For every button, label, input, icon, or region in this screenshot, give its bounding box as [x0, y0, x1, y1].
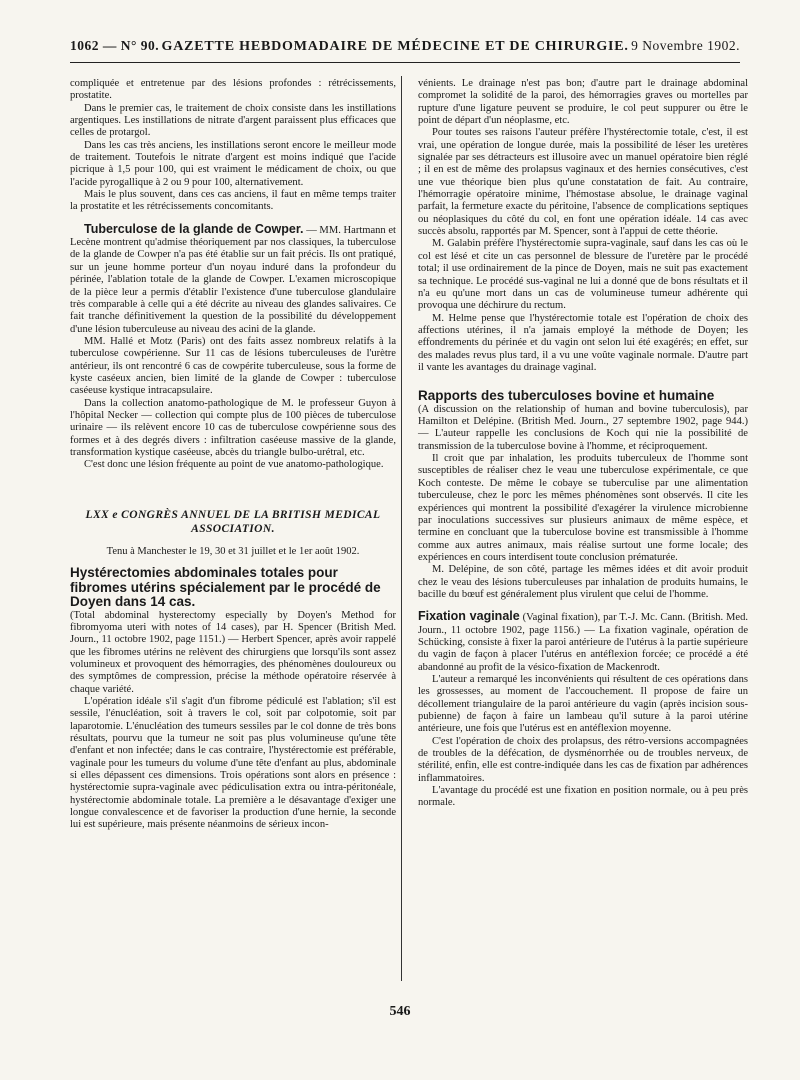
- fixation-heading: Fixation vaginale: [418, 609, 520, 624]
- paragraph: vénients. Le drainage n'est pas bon; d'autre part le drainage abdominal compromet la solidité de la paroi, des hémorragies graves ou mortelles par rupture d'une ligature peuvent se produire, le col peut suppurer ou être le point de départ d'un néoplasme, etc.: [418, 78, 748, 127]
- paragraph: Dans le premier cas, le traitement de choix consiste dans les instillations argentiques. Les instillations de nitrate d'argent paraissent plus efficaces que celles de protargol.: [70, 102, 396, 139]
- header-title: GAZETTE HEBDOMADAIRE DE MÉDECINE ET DE CHIRURGIE.: [161, 39, 629, 54]
- left-column: [70, 78, 396, 832]
- paragraph: compliquée et entretenue par des lésions profondes : rétrécissements, prostatite.: [70, 78, 396, 102]
- paragraph: L'auteur a remarqué les inconvénients qui résultent de ces opérations dans les grossesses, au moment de l'accouchement. Il propose de faire un décollement triangulaire de la paroi antérieure du vagin (après incision sous-pubienne) de façon à faire un lambeau qu'il suture à la paroi utérine antérieure, une fois que l'utérus est en antéflexion moyenne.: [418, 673, 748, 735]
- cowper-heading: Tuberculose de la glande de Cowper.: [84, 221, 304, 236]
- fixation-section: [418, 610, 748, 674]
- congress-dates: Tenu à Manchester le 19, 30 et 31 juillet et le 1er août 1902.: [106, 545, 360, 557]
- hysterectomy-heading: Hystérectomies abdominales totales pour fibromes utérins spécialement par le procédé de Doyen dans 14 cas.: [70, 565, 381, 609]
- running-header: [70, 38, 740, 55]
- paragraph: L'avantage du procédé est une fixation en position normale, ou à peu près normale.: [418, 785, 748, 809]
- header-date: 9 Novembre 1902.: [631, 38, 740, 53]
- right-column: [418, 78, 748, 810]
- paragraph: C'est l'opération de choix des prolapsus, des rétro-versions accompagnées de troubles de la défécation, de dysménorrhée ou de troubles nerveux, de stérilité, enfin, elle est contre-indiquée dans les cas de fixation par adhérences inflammatoires.: [418, 735, 748, 784]
- paragraph: M. Helme pense que l'hystérectomie totale est l'opération de choix des affections utérines, il n'a jamais employé la méthode de Doyen; les effondrements du périnée et du vagin ont selon lui été exagérés; en effet, sur des malades revus plus tard, il a vu une voûte vaginale normale. D'autre part il vante les avantages du drainage vaginal.: [418, 312, 748, 373]
- fixation-reference: (Vaginal fixation), par T.-J. Mc. Cann. (British. Med. Journ., 11 octobre 1902, page 1156.) — La fixation vaginale, opération de Schücking, consiste à fixer la paroi antérieure de l'utérus à la partie supérieure du vagin de façon à placer l'utérus en antéflexion forcée; ce procédé a été abandonné au profit de la vésico-fixation de Mackenrodt.: [418, 612, 748, 673]
- tuberculosis-heading: Rapports des tuberculoses bovine et humaine: [418, 388, 715, 404]
- paragraph: Mais le plus souvent, dans ces cas anciens, il faut en même temps traiter la prostatite et les rétrécissements concomitants.: [70, 189, 396, 213]
- tuberculosis-reference: (A discussion on the relationship of human and bovine tuberculosis), par Hamilton et Delépine. (British Med. Journ., 27 septembre 1902, page 944.) — L'auteur rappelle les conclusions de Koch qui nie la possibilité de transmission de la tuberculose bovine à l'homme, et réciproquement.: [418, 403, 748, 452]
- header-issue: 1062 — N° 90.: [70, 38, 160, 53]
- paragraph: L'opération idéale s'il s'agit d'un fibrome pédiculé est l'ablation; s'il est sessile, l'énucléation, soit à travers le col, soit par colpotomie, soit par laparotomie. L'énucléation des tumeurs sessiles par le col donne de très bons résultats, pourvu que la tumeur ne soit pas plus volumineuse qu'une tête d'enfant et non infectée; dans le cas contraire, l'hystérectomie est préférable, vaginale pour les tumeurs du volume d'une tête d'enfant au plus, abdominale si elles dépassent ces dimensions. Trois opérations sont alors en présence : hystérectomie supra-vaginale avec pédiculisation extra ou intra-péritonéale, hystérectomie abdominale totale. La première a le désavantage d'exiger une longue convalescence et de favoriser la production d'une hernie, la seconde lui est supérieure, mais présente néanmoins de sérieux incon-: [70, 695, 396, 831]
- hysterectomy-reference: (Total abdominal hysterectomy especially by Doyen's Method for fibromyoma uteri with notes of 14 cases), par H. Spencer (British Med. Journ., 11 octobre 1902, page 1151.) — Herbert Spencer, après avoir rappelé que les fibromes utérins ne relèvent des chirurgiens que lorsqu'ils sont assez volumineux et provoquent des hémorragies, des phénomènes douloureux ou des symptômes de compression, précise la méthode opératoire réservée à chaque variété.: [70, 609, 396, 695]
- congress-title: LXX e CONGRÈS ANNUEL DE LA BRITISH MEDICAL ASSOCIATION.: [85, 508, 381, 535]
- paragraph: MM. Hallé et Motz (Paris) ont des faits assez nombreux relatifs à la tuberculose cowpérienne. Sur 11 cas de lésions tuberculeuses de l'urètre antérieur, ils ont rencontré 6 cas de cowpérite tuberculeuse, sous la forme de kyste caséeux ancien, bien limité de la glande de Cowper : tuberculose caséeuse kystique intracapsulaire.: [70, 335, 396, 397]
- paragraph: Dans les cas très anciens, les instillations seront encore le meilleur mode de traitement. Toutefois le nitrate d'argent est moins indiqué que l'acide picrique à 1,5 pour 100, qui est vraiment le médicament de choix, ou que l'acide pyrogallique à 2 ou 9 pour 100, alternativement.: [70, 139, 396, 188]
- column-divider: [401, 76, 402, 981]
- header-rule: [70, 62, 740, 63]
- page-number: 546: [389, 1004, 411, 1019]
- cowper-intro: — MM. Hartmann et Lecène montrent qu'admise théoriquement par nos classiques, la tuberculose de la glande de Cowper n'a pas été établie sur un fait précis. Ils ont pratiqué, sur un jeune homme porteur d'un noyau induré dans la profondeur du périnée, l'ablation totale de la glande de Cowper. L'examen microscopique de la pièce leur a permis d'établir l'existence d'une tuberculose glandulaire très comparable à celle qui a été décrite au niveau des glandes salivaires. Ce fait tranche définitivement la question de la possibilité du développement d'une lésion tuberculeuse au niveau des acini de la glande.: [70, 224, 396, 335]
- paragraph: Il croit que par inhalation, les produits tuberculeux de l'homme sont susceptibles de réaliser chez le veau une tuberculose expérimentale, ce que Koch conteste. De même le cobaye se tuberculise par une alimentation tuberculeuse, chez le porc les mêmes phénomènes sont observés. Il cite les expériences qui montrent la possibilité d'exagérer la virulence microbienne par inoculations successives sur plusieurs animaux de même espèce, et termine en concluant que la tuberculose bovine est transmissible à l'homme comme aux autres animaux, mais réalise surtout une forme locale; des expériences en cours interdisent toute conclusion prématurée.: [418, 453, 748, 563]
- paragraph: C'est donc une lésion fréquente au point de vue anatomo-pathologique.: [84, 459, 384, 471]
- cowper-section: [70, 223, 396, 336]
- paragraph: M. Galabin préfère l'hystérectomie supra-vaginale, sauf dans les cas où le col est lésé et cite un cas personnel de blessure de l'uretère par le procédé total; il use ordinairement de la pince de Doyen, mais ne suit pas exactement sa technique. Le procédé sus-vaginal ne lui a donné que de bons résultats et il n'a eu qu'une mort dans un cas de volumineuse tumeur adhérente qui provoqua une déchirure du rectum.: [418, 238, 748, 312]
- paragraph: Pour toutes ses raisons l'auteur préfère l'hystérectomie totale, c'est, il est vrai, une opération de longue durée, mais la possibilité de léser les uretères signalée par ses détracteurs est illusoire avec un manuel opératoire bien réglé ; il en est de même des prolapsus vaginaux et des hernies consécutives, c'est une vue théorique bien plus qu'une constatation de fait. Au contraire, l'hémorragie opératoire minime, l'hémostase absolue, le drainage vaginal parfait, la fermeture exacte du péritoine, l'absence de complications septiques ou néoplasiques du côté du col, en font une opération idéale. 14 cas avec succès absolu, rapportés par M. Spencer, sont à l'appui de cette théorie.: [418, 127, 748, 238]
- paragraph: Dans la collection anatomo-pathologique de M. le professeur Guyon à l'hôpital Necker — collection qui compte plus de 100 pièces de tuberculose urinaire — ils relèvent encore 10 cas de tuberculose cowpérienne sous des formes et à des degrés divers : infiltration caséeuse massive de la glande, transformation kystique caséeuse, abcès du triangle bulbo-urétral, etc.: [70, 397, 396, 458]
- paragraph: M. Delépine, de son côté, partage les mêmes idées et dit avoir produit chez le veau des lésions tuberculeuses par inhalation de produits humains, le bacille du bœuf est généralement plus virulent que celui de l'homme.: [418, 564, 748, 600]
